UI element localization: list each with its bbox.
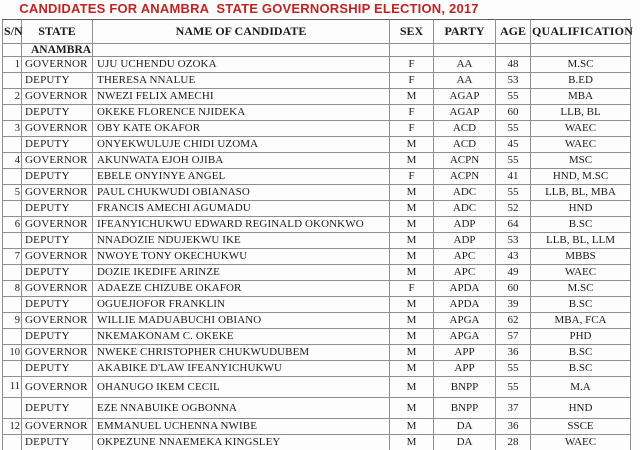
- position-cell: GOVERNOR: [22, 120, 93, 136]
- position-cell: DEPUTY: [22, 328, 93, 344]
- qualification-cell: MBA, FCA: [531, 312, 631, 328]
- serial-number-cell: 4: [3, 152, 22, 168]
- serial-number-cell: 1: [3, 56, 22, 72]
- candidate-name-cell: IFEANYICHUKWU EDWARD REGINALD OKONKWO: [93, 216, 390, 232]
- candidate-name-cell: EZE NNABUIKE OGBONNA: [93, 397, 390, 418]
- position-cell: DEPUTY: [22, 360, 93, 376]
- position-cell: DEPUTY: [22, 72, 93, 88]
- candidate-name-cell: PAUL CHUKWUDI OBIANASO: [93, 184, 390, 200]
- age-cell: 60: [496, 280, 531, 296]
- sex-cell: M: [390, 136, 434, 152]
- header-candidate-name: NAME OF CANDIDATE: [93, 19, 390, 43]
- qualification-cell: M.A: [531, 376, 631, 397]
- party-cell: BNPP: [434, 397, 496, 418]
- position-cell: GOVERNOR: [22, 418, 93, 434]
- header-sex: SEX: [390, 19, 434, 43]
- age-cell: 55: [496, 88, 531, 104]
- header-serial-number: S/N: [3, 19, 22, 43]
- age-cell: 52: [496, 200, 531, 216]
- sex-cell: M: [390, 248, 434, 264]
- candidates-table: [2, 0, 634, 450]
- candidate-name-cell: NWEZI FELIX AMECHI: [93, 88, 390, 104]
- age-cell: 39: [496, 296, 531, 312]
- sex-cell: M: [390, 232, 434, 248]
- party-cell: DA: [434, 434, 496, 450]
- party-cell: APP: [434, 360, 496, 376]
- age-cell: 55: [496, 120, 531, 136]
- position-cell: GOVERNOR: [22, 88, 93, 104]
- serial-number-cell: 7: [3, 248, 22, 264]
- candidate-name-cell: NWOYE TONY OKECHUKWU: [93, 248, 390, 264]
- serial-number-cell: 12: [3, 418, 22, 434]
- position-cell: GOVERNOR: [22, 344, 93, 360]
- party-cell: AA: [434, 72, 496, 88]
- serial-number-cell: 11: [3, 376, 22, 397]
- table-row: [3, 184, 631, 200]
- header-state: STATE: [22, 19, 93, 43]
- position-cell: DEPUTY: [22, 136, 93, 152]
- candidate-name-cell: AKABIKE D'LAW IFEANYICHUKWU: [93, 360, 390, 376]
- qualification-cell: LLB, BL, MBA: [531, 184, 631, 200]
- party-cell: ADC: [434, 184, 496, 200]
- position-cell: GOVERNOR: [22, 248, 93, 264]
- sex-cell: M: [390, 344, 434, 360]
- party-cell: BNPP: [434, 376, 496, 397]
- sex-cell: M: [390, 397, 434, 418]
- age-cell: 55: [496, 360, 531, 376]
- serial-number-cell: 2: [3, 88, 22, 104]
- qualification-cell: B.SC: [531, 216, 631, 232]
- age-cell: 36: [496, 344, 531, 360]
- position-cell: DEPUTY: [22, 168, 93, 184]
- party-cell: APP: [434, 344, 496, 360]
- party-cell: ADP: [434, 216, 496, 232]
- serial-number-cell: [3, 264, 22, 280]
- empty-cell: [390, 43, 434, 56]
- empty-cell: [434, 43, 496, 56]
- sex-cell: F: [390, 104, 434, 120]
- candidate-name-cell: OBY KATE OKAFOR: [93, 120, 390, 136]
- party-cell: ACPN: [434, 152, 496, 168]
- qualification-cell: MBA: [531, 88, 631, 104]
- sex-cell: F: [390, 280, 434, 296]
- qualification-cell: PHD: [531, 328, 631, 344]
- candidate-name-cell: EBELE ONYINYE ANGEL: [93, 168, 390, 184]
- age-cell: 45: [496, 136, 531, 152]
- serial-number-cell: 6: [3, 216, 22, 232]
- age-cell: 53: [496, 232, 531, 248]
- party-cell: APGA: [434, 328, 496, 344]
- serial-number-cell: 10: [3, 344, 22, 360]
- table-row: [3, 434, 631, 450]
- qualification-cell: HND, M.SC: [531, 168, 631, 184]
- party-cell: ADP: [434, 232, 496, 248]
- serial-number-cell: [3, 232, 22, 248]
- serial-number-cell: [3, 168, 22, 184]
- title-spacer-age: [496, 0, 531, 19]
- table-row: [3, 376, 631, 397]
- sex-cell: M: [390, 264, 434, 280]
- position-cell: GOVERNOR: [22, 184, 93, 200]
- candidate-name-cell: FRANCIS AMECHI AGUMADU: [93, 200, 390, 216]
- qualification-cell: HND: [531, 200, 631, 216]
- table-row: [3, 418, 631, 434]
- candidate-name-cell: NNADOZIE NDUJEKWU IKE: [93, 232, 390, 248]
- party-cell: ACD: [434, 136, 496, 152]
- position-cell: DEPUTY: [22, 232, 93, 248]
- serial-number-cell: 8: [3, 280, 22, 296]
- serial-number-cell: 5: [3, 184, 22, 200]
- table-body: [3, 43, 631, 450]
- party-cell: ACD: [434, 120, 496, 136]
- qualification-cell: M.SC: [531, 56, 631, 72]
- table-row: [3, 72, 631, 88]
- table-row: [3, 216, 631, 232]
- candidate-name-cell: ADAEZE CHIZUBE OKAFOR: [93, 280, 390, 296]
- qualification-cell: B.SC: [531, 296, 631, 312]
- qualification-cell: MSC: [531, 152, 631, 168]
- table-row: [3, 296, 631, 312]
- qualification-cell: LLB, BL: [531, 104, 631, 120]
- sex-cell: M: [390, 328, 434, 344]
- candidate-name-cell: NWEKE CHRISTOPHER CHUKWUDUBEM: [93, 344, 390, 360]
- candidate-name-cell: UJU UCHENDU OZOKA: [93, 56, 390, 72]
- table-row: [3, 120, 631, 136]
- sex-cell: M: [390, 200, 434, 216]
- position-cell: GOVERNOR: [22, 376, 93, 397]
- table-row: [3, 344, 631, 360]
- empty-cell: [3, 43, 22, 56]
- position-cell: DEPUTY: [22, 104, 93, 120]
- table-row: [3, 360, 631, 376]
- position-cell: DEPUTY: [22, 397, 93, 418]
- table-row: [3, 136, 631, 152]
- age-cell: 62: [496, 312, 531, 328]
- table-header-row: [3, 19, 631, 43]
- candidate-name-cell: OKPEZUNE NNAEMEKA KINGSLEY: [93, 434, 390, 450]
- party-cell: DA: [434, 418, 496, 434]
- candidate-name-cell: WILLIE MADUABUCHI OBIANO: [93, 312, 390, 328]
- sex-cell: M: [390, 312, 434, 328]
- position-cell: GOVERNOR: [22, 280, 93, 296]
- table-row: [3, 152, 631, 168]
- position-cell: DEPUTY: [22, 296, 93, 312]
- candidate-name-cell: EMMANUEL UCHENNA NWIBE: [93, 418, 390, 434]
- party-cell: APDA: [434, 280, 496, 296]
- qualification-cell: WAEC: [531, 264, 631, 280]
- sex-cell: F: [390, 168, 434, 184]
- sex-cell: M: [390, 184, 434, 200]
- position-cell: GOVERNOR: [22, 216, 93, 232]
- age-cell: 49: [496, 264, 531, 280]
- age-cell: 55: [496, 376, 531, 397]
- table-row: [3, 312, 631, 328]
- state-group-label: ANAMBRA: [22, 43, 93, 56]
- state-group-row: [3, 43, 631, 56]
- party-cell: APDA: [434, 296, 496, 312]
- table-row: [3, 168, 631, 184]
- sex-cell: M: [390, 360, 434, 376]
- serial-number-cell: 9: [3, 312, 22, 328]
- candidate-name-cell: NKEMAKONAM C. OKEKE: [93, 328, 390, 344]
- qualification-cell: B.SC: [531, 360, 631, 376]
- title-row: [3, 0, 631, 19]
- candidate-name-cell: DOZIE IKEDIFE ARINZE: [93, 264, 390, 280]
- qualification-cell: B.SC: [531, 344, 631, 360]
- table-row: [3, 328, 631, 344]
- position-cell: DEPUTY: [22, 200, 93, 216]
- age-cell: 55: [496, 184, 531, 200]
- sex-cell: M: [390, 434, 434, 450]
- position-cell: GOVERNOR: [22, 152, 93, 168]
- serial-number-cell: [3, 328, 22, 344]
- party-cell: AGAP: [434, 104, 496, 120]
- party-cell: APGA: [434, 312, 496, 328]
- candidate-name-cell: AKUNWATA EJOH OJIBA: [93, 152, 390, 168]
- qualification-cell: WAEC: [531, 136, 631, 152]
- qualification-cell: SSCE: [531, 418, 631, 434]
- age-cell: 55: [496, 152, 531, 168]
- age-cell: 37: [496, 397, 531, 418]
- sex-cell: M: [390, 216, 434, 232]
- candidate-name-cell: ONYEKWULUJE CHIDI UZOMA: [93, 136, 390, 152]
- serial-number-cell: [3, 360, 22, 376]
- qualification-cell: WAEC: [531, 434, 631, 450]
- sex-cell: M: [390, 152, 434, 168]
- empty-cell: [531, 43, 631, 56]
- empty-cell: [496, 43, 531, 56]
- qualification-cell: HND: [531, 397, 631, 418]
- title-spacer-qualification: [531, 0, 631, 19]
- sex-cell: M: [390, 418, 434, 434]
- table-row: [3, 200, 631, 216]
- age-cell: 28: [496, 434, 531, 450]
- qualification-cell: B.ED: [531, 72, 631, 88]
- age-cell: 60: [496, 104, 531, 120]
- age-cell: 36: [496, 418, 531, 434]
- qualification-cell: MBBS: [531, 248, 631, 264]
- sex-cell: M: [390, 88, 434, 104]
- serial-number-cell: [3, 72, 22, 88]
- party-cell: ACPN: [434, 168, 496, 184]
- position-cell: GOVERNOR: [22, 312, 93, 328]
- empty-cell: [93, 43, 390, 56]
- candidate-name-cell: THERESA NNALUE: [93, 72, 390, 88]
- table-row: [3, 248, 631, 264]
- age-cell: 48: [496, 56, 531, 72]
- qualification-cell: LLB, BL, LLM: [531, 232, 631, 248]
- serial-number-cell: [3, 104, 22, 120]
- table-row: [3, 280, 631, 296]
- age-cell: 41: [496, 168, 531, 184]
- page-title: CANDIDATES FOR ANAMBRA STATE GOVERNORSHIP ELECTION, 2017: [19, 1, 479, 17]
- party-cell: ADC: [434, 200, 496, 216]
- age-cell: 43: [496, 248, 531, 264]
- position-cell: GOVERNOR: [22, 56, 93, 72]
- age-cell: 64: [496, 216, 531, 232]
- sex-cell: M: [390, 376, 434, 397]
- serial-number-cell: [3, 136, 22, 152]
- age-cell: 57: [496, 328, 531, 344]
- candidate-name-cell: OKEKE FLORENCE NJIDEKA: [93, 104, 390, 120]
- party-cell: AGAP: [434, 88, 496, 104]
- table-row: [3, 264, 631, 280]
- header-party: PARTY: [434, 19, 496, 43]
- header-qualification: QUALIFICATION: [531, 19, 631, 43]
- party-cell: APC: [434, 264, 496, 280]
- sex-cell: F: [390, 120, 434, 136]
- serial-number-cell: [3, 434, 22, 450]
- serial-number-cell: [3, 397, 22, 418]
- serial-number-cell: 3: [3, 120, 22, 136]
- table-row: [3, 56, 631, 72]
- party-cell: APC: [434, 248, 496, 264]
- qualification-cell: WAEC: [531, 120, 631, 136]
- candidate-name-cell: OGUEJIOFOR FRANKLIN: [93, 296, 390, 312]
- sex-cell: M: [390, 296, 434, 312]
- header-age: AGE: [496, 19, 531, 43]
- table-row: [3, 232, 631, 248]
- table-row: [3, 88, 631, 104]
- table-row: [3, 104, 631, 120]
- serial-number-cell: [3, 200, 22, 216]
- table-row: [3, 397, 631, 418]
- party-cell: AA: [434, 56, 496, 72]
- serial-number-cell: [3, 296, 22, 312]
- candidate-name-cell: OHANUGO IKEM CECIL: [93, 376, 390, 397]
- age-cell: 53: [496, 72, 531, 88]
- qualification-cell: M.SC: [531, 280, 631, 296]
- sex-cell: F: [390, 72, 434, 88]
- position-cell: DEPUTY: [22, 434, 93, 450]
- position-cell: DEPUTY: [22, 264, 93, 280]
- sex-cell: F: [390, 56, 434, 72]
